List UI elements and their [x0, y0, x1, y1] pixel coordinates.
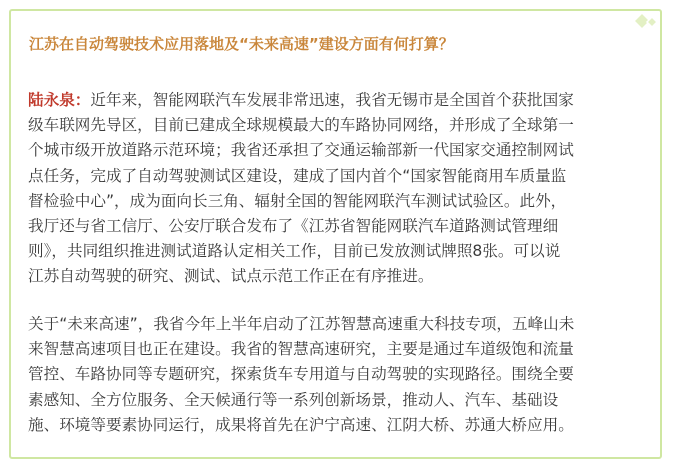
answer-line: 则》，共同组织推进测试道路认定相关工作，目前已发放测试牌照8张。可以说	[28, 242, 561, 261]
speaker-name: 陆永泉：	[28, 91, 91, 109]
answer-line: 我厅还与省工信厅、公安厅联合发布了《江苏省智能网联汽车道路测试管理细	[28, 217, 559, 236]
answer-line: 素感知、全方位服务、全天候通行等一系列创新场景，推动人、汽车、基础设	[28, 390, 559, 409]
answer-line: 江苏自动驾驶的研究、测试、试点示范工作正在有序推进。	[28, 267, 434, 286]
answer-line: 施、环境等要素协同运行，成果将首先在沪宁高速、江阴大桥、苏通大桥应用。	[28, 415, 574, 434]
answer-line: 点任务，完成了自动驾驶测试区建设，建成了国内首个“国家智能商用车质量监	[28, 166, 567, 185]
answer-line: 个城市级开放道路示范环境；我省还承担了交通运输部新一代国家交通控制网试	[28, 141, 574, 160]
answer-line: 级车联网先导区，目前已建成全球规模最大的车路协同网络，并形成了全球第一	[28, 116, 574, 135]
question-heading: 江苏在自动驾驶技术应用落地及“未来高速”建设方面有何打算？	[29, 35, 454, 53]
answer-line: 陆永泉：近年来，智能网联汽车发展非常迅速，我省无锡市是全国首个获批国家	[28, 91, 574, 109]
answer-paragraph-2	[28, 312, 645, 438]
answer-line: 关于“未来高速”，我省今年上半年启动了江苏智慧高速重大科技专项，五峰山未	[28, 315, 575, 333]
interview-card	[9, 9, 662, 459]
answer-paragraph-1	[28, 88, 645, 290]
diamond-ornament-icon	[620, 11, 660, 35]
answer-line: 来智慧高速项目也正在建设。我省的智慧高速研究，主要是通过车道级饱和流量	[28, 340, 574, 359]
answer-line: 管控、车路协同等专题研究，探索货车专用道与自动驾驶的实现路径。围绕全要	[28, 365, 574, 384]
answer-line: 督检验中心”，成为面向长三角、辐射全国的智能网联汽车测试试验区。此外，	[28, 191, 567, 210]
